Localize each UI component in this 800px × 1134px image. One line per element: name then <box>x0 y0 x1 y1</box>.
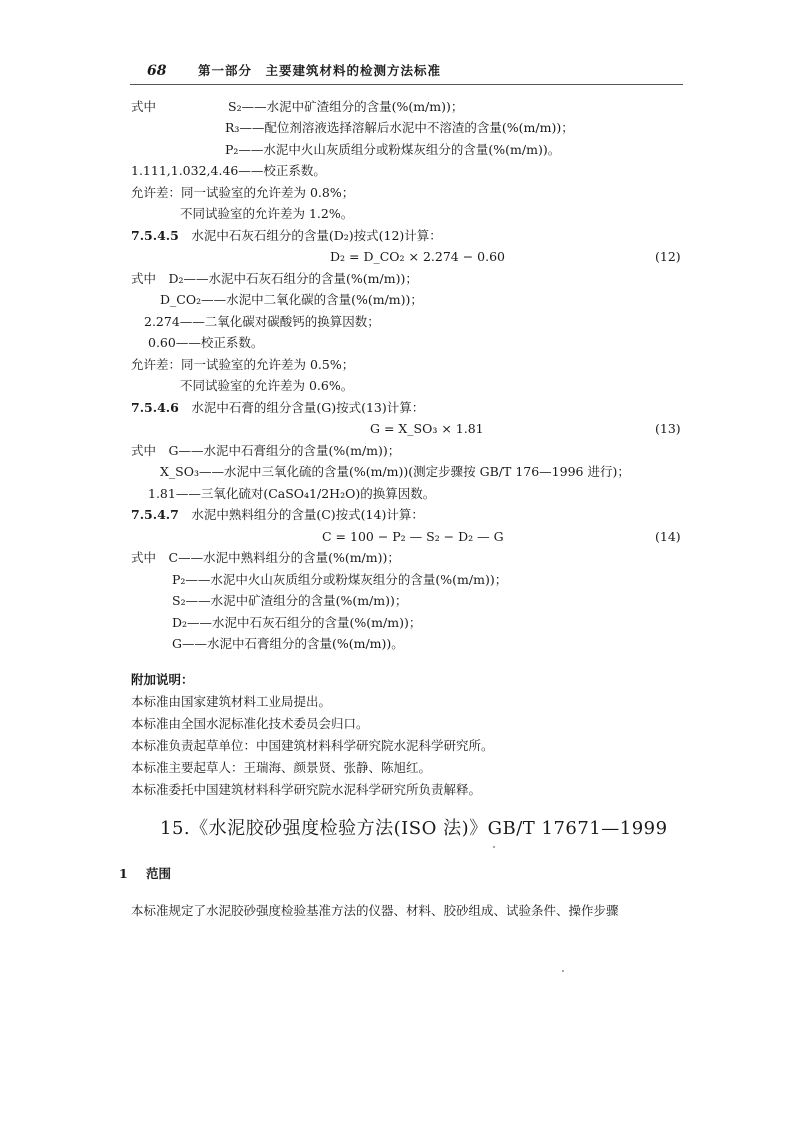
body-line: 式中 G——水泥中石膏组分的含量(%(m/m))； <box>131 443 401 458</box>
body-line: 式中 C——水泥中熟料组分的含量(%(m/m))； <box>131 550 400 565</box>
appendix-item: 本标准由全国水泥标准化技术委员会归口。 <box>131 716 369 731</box>
equation-number: (12) <box>655 249 681 264</box>
body-line: X_SO₃——水泥中三氧化硫的含量(%(m/m))(测定步骤按 GB/T 176—1996 进行)； <box>160 464 630 479</box>
body-line: 7.5.4.7 水泥中熟料组分的含量(C)按式(14)计算： <box>131 507 424 522</box>
body-line: G = X_SO₃ × 1.81 <box>370 421 484 436</box>
page-number: 68 <box>147 63 167 79</box>
equation-number: (13) <box>655 421 681 436</box>
body-line: 允许差：同一试验室的允许差为 0.5%； <box>131 357 355 372</box>
body-line: 式中 D₂——水泥中石灰石组分的含量(%(m/m))； <box>131 271 418 286</box>
equation-number: (14) <box>655 529 681 544</box>
appendix-heading: 附加说明： <box>131 672 194 687</box>
appendix-item: 本标准委托中国建筑材料科学研究院水泥科学研究所负责解释。 <box>131 782 482 797</box>
running-title: 第一部分 主要建筑材料的检测方法标准 <box>198 63 442 78</box>
body-line: 7.5.4.5 水泥中石灰石组分的含量(D₂)按式(12)计算： <box>131 228 442 243</box>
body-line: 式中 <box>131 99 157 114</box>
body-line: 不同试验室的允许差为 0.6%。 <box>180 378 354 393</box>
appendix-item: 本标准负责起草单位：中国建筑材料科学研究院水泥科学研究所。 <box>131 738 494 753</box>
body-line: G——水泥中石膏组分的含量(%(m/m))。 <box>172 636 404 651</box>
standard-title: 15.《水泥胶砂强度检验方法(ISO 法)》GB/T 17671—1999 <box>160 818 668 839</box>
body-line: 0.60——校正系数。 <box>148 335 264 350</box>
appendix-item: 本标准由国家建筑材料工业局提出。 <box>131 694 332 709</box>
body-line: 1.81——三氧化硫对(CaSO₄1/2H₂O)的换算因数。 <box>148 486 436 501</box>
body-line: 7.5.4.6 水泥中石膏的组分含量(G)按式(13)计算： <box>131 400 425 415</box>
body-line: 2.274——二氧化碳对碳酸钙的换算因数； <box>144 314 380 329</box>
body-line: D₂ = D_CO₂ × 2.274 − 0.60 <box>330 249 506 264</box>
body-line: 1.111,1.032,4.46——校正系数。 <box>131 163 326 178</box>
scan-speck <box>493 846 495 848</box>
body-line: C = 100 − P₂ — S₂ − D₂ — G <box>322 529 504 544</box>
body-line: 不同试验室的允许差为 1.2%。 <box>180 206 354 221</box>
header-rule <box>130 84 683 85</box>
body-line: R₃——配位剂溶液选择溶解后水泥中不溶渣的含量(%(m/m))； <box>225 120 574 135</box>
section-number: 1 <box>119 866 128 881</box>
section-body: 本标准规定了水泥胶砂强度检验基准方法的仪器、材料、胶砂组成、试验条件、操作步骤 <box>131 903 619 918</box>
body-line: P₂——水泥中火山灰质组分或粉煤灰组分的含量(%(m/m))。 <box>225 142 561 157</box>
body-line: 允许差：同一试验室的允许差为 0.8%； <box>131 185 355 200</box>
section-title: 范围 <box>146 866 172 881</box>
body-line: D₂——水泥中石灰石组分的含量(%(m/m))； <box>172 615 422 630</box>
appendix-item: 本标准主要起草人：王瑞海、颜景贤、张静、陈旭红。 <box>131 760 432 775</box>
body-line: D_CO₂——水泥中二氧化碳的含量(%(m/m))； <box>160 292 423 307</box>
scan-speck <box>562 970 564 972</box>
body-line: S₂——水泥中矿渣组分的含量(%(m/m))； <box>228 99 464 114</box>
body-line: P₂——水泥中火山灰质组分或粉煤灰组分的含量(%(m/m))； <box>172 572 508 587</box>
body-line: S₂——水泥中矿渣组分的含量(%(m/m))； <box>172 593 408 608</box>
